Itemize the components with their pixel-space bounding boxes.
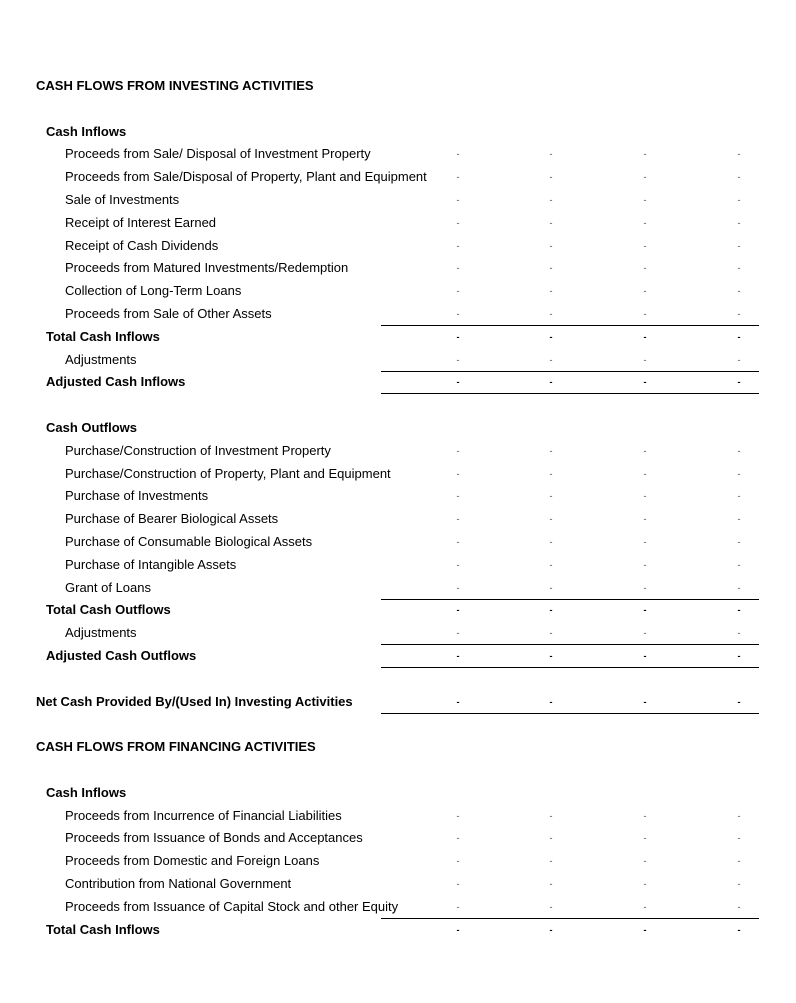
value-cell: - xyxy=(643,354,647,365)
total-row xyxy=(0,645,785,668)
value-cell: - xyxy=(643,331,647,342)
value-cell: - xyxy=(643,901,647,912)
value-cell: - xyxy=(643,240,647,251)
value-cell: - xyxy=(643,537,647,547)
row-label: Cash Outflows xyxy=(46,420,138,435)
line-item xyxy=(0,531,785,554)
row-label: CASH FLOWS FROM INVESTING ACTIVITIES xyxy=(36,78,314,93)
value-cell: - xyxy=(737,240,741,251)
line-item xyxy=(0,463,785,486)
value-cell: - xyxy=(549,217,553,228)
spacer-row xyxy=(0,759,785,782)
value-cell: - xyxy=(643,924,647,935)
value-cell: - xyxy=(737,559,741,570)
value-cell: - xyxy=(549,879,553,889)
value-cell: - xyxy=(549,240,553,251)
row-label: Proceeds from Incurrence of Financial Liabilities xyxy=(65,807,342,823)
value-cell: - xyxy=(643,286,647,297)
line-item xyxy=(0,189,785,212)
row-label: Purchase of Consumable Biological Assets xyxy=(65,534,313,549)
value-cell: - xyxy=(737,468,741,479)
value-cell: - xyxy=(737,491,741,502)
line-item xyxy=(0,212,785,235)
row-label: Receipt of Cash Dividends xyxy=(65,237,219,253)
line-item xyxy=(0,850,785,873)
row-label: Proceeds from Sale of Other Assets xyxy=(65,306,272,321)
value-cell: - xyxy=(737,195,741,205)
value-cell: - xyxy=(456,651,460,661)
value-cell: - xyxy=(737,833,741,844)
value-cell: - xyxy=(456,309,460,319)
value-cell: - xyxy=(737,149,741,160)
line-item xyxy=(0,166,785,189)
value-cell: - xyxy=(456,879,460,889)
value-cell: - xyxy=(456,537,460,547)
value-cell: - xyxy=(549,445,553,456)
value-cell: - xyxy=(456,901,460,912)
value-cell: - xyxy=(456,468,460,479)
value-cell: - xyxy=(549,856,553,867)
row-label: Total Cash Inflows xyxy=(46,328,160,344)
value-cell: - xyxy=(549,628,553,639)
value-cell: - xyxy=(549,559,553,570)
value-cell: - xyxy=(643,491,647,502)
value-cell: - xyxy=(643,696,647,707)
value-cell: - xyxy=(643,810,647,821)
total-row xyxy=(0,919,785,942)
value-cell: - xyxy=(643,514,647,525)
row-label: Adjusted Cash Outflows xyxy=(46,648,197,663)
line-item xyxy=(0,805,785,828)
value-cell: - xyxy=(549,605,553,616)
line-item xyxy=(0,622,785,645)
total-row xyxy=(0,599,785,622)
value-cell: - xyxy=(549,195,553,205)
row-label: Cash Inflows xyxy=(46,784,127,800)
value-cell: - xyxy=(549,582,553,593)
value-cell: - xyxy=(643,172,647,183)
value-cell: - xyxy=(643,856,647,867)
value-cell: - xyxy=(643,879,647,889)
value-cell: - xyxy=(549,833,553,844)
row-label: Grant of Loans xyxy=(65,579,151,595)
total-row xyxy=(0,371,785,394)
line-item xyxy=(0,280,785,303)
value-cell: - xyxy=(456,696,460,707)
value-cell: - xyxy=(737,924,741,935)
row-label: Proceeds from Issuance of Capital Stock and other Equity xyxy=(65,898,399,914)
value-cell: - xyxy=(549,924,553,935)
value-cell: - xyxy=(737,628,741,639)
value-cell: - xyxy=(643,309,647,319)
value-cell: - xyxy=(456,354,460,365)
line-item xyxy=(0,349,785,372)
value-cell: - xyxy=(549,309,553,319)
row-label: Net Cash Provided By/(Used In) Investing Activities xyxy=(36,693,353,709)
row-label: Purchase of Intangible Assets xyxy=(65,556,237,572)
value-cell: - xyxy=(643,445,647,456)
value-cell: - xyxy=(737,377,741,388)
value-cell: - xyxy=(549,263,553,274)
value-cell: - xyxy=(549,377,553,388)
row-label: Collection of Long-Term Loans xyxy=(65,283,242,299)
value-cell: - xyxy=(456,331,460,342)
line-item xyxy=(0,440,785,463)
row-label: Purchase of Investments xyxy=(65,488,209,504)
group-heading xyxy=(0,782,785,805)
line-item xyxy=(0,235,785,258)
value-cell: - xyxy=(456,628,460,639)
line-item xyxy=(0,143,785,166)
row-label: Adjustments xyxy=(65,625,137,641)
value-cell: - xyxy=(456,559,460,570)
value-cell: - xyxy=(737,582,741,593)
value-cell: - xyxy=(456,924,460,935)
value-cell: - xyxy=(549,149,553,160)
value-cell: - xyxy=(456,833,460,844)
value-cell: - xyxy=(456,582,460,593)
value-cell: - xyxy=(456,605,460,616)
value-cell: - xyxy=(549,286,553,297)
value-cell: - xyxy=(456,172,460,183)
spacer-row xyxy=(0,668,785,691)
value-cell: - xyxy=(737,810,741,821)
value-cell: - xyxy=(549,354,553,365)
value-cell: - xyxy=(643,628,647,639)
value-cell: - xyxy=(549,537,553,547)
value-cell: - xyxy=(737,901,741,912)
value-cell: - xyxy=(643,468,647,479)
value-cell: - xyxy=(643,217,647,228)
row-label: Receipt of Interest Earned xyxy=(65,214,217,230)
line-item xyxy=(0,257,785,280)
value-cell: - xyxy=(737,263,741,274)
line-item xyxy=(0,554,785,577)
value-cell: - xyxy=(456,514,460,525)
value-cell: - xyxy=(643,605,647,616)
row-label: Purchase/Construction of Property, Plant and Equipment xyxy=(65,465,391,481)
line-item xyxy=(0,896,785,919)
row-label: Total Cash Inflows xyxy=(46,921,160,937)
value-cell: - xyxy=(643,651,647,661)
line-item xyxy=(0,508,785,531)
group-heading xyxy=(0,121,785,144)
row-label: Adjusted Cash Inflows xyxy=(46,374,186,390)
value-cell: - xyxy=(456,195,460,205)
row-label: CASH FLOWS FROM FINANCING ACTIVITIES xyxy=(36,739,316,755)
row-label: Cash Inflows xyxy=(46,123,127,139)
value-cell: - xyxy=(643,195,647,205)
row-label: Purchase/Construction of Investment Property xyxy=(65,442,331,458)
value-cell: - xyxy=(737,856,741,867)
total-row xyxy=(0,326,785,349)
value-cell: - xyxy=(456,240,460,251)
row-label: Proceeds from Matured Investments/Redemption xyxy=(65,260,349,276)
line-item xyxy=(0,873,785,896)
value-cell: - xyxy=(456,810,460,821)
spacer-row xyxy=(0,98,785,121)
value-cell: - xyxy=(737,514,741,525)
value-cell: - xyxy=(737,354,741,365)
line-item xyxy=(0,485,785,508)
row-label: Proceeds from Domestic and Foreign Loans xyxy=(65,853,320,869)
line-item xyxy=(0,577,785,600)
row-label: Proceeds from Sale/Disposal of Property, Plant and Equipment xyxy=(65,169,427,185)
value-cell: - xyxy=(643,149,647,160)
net-cash-row xyxy=(0,691,785,714)
value-cell: - xyxy=(737,651,741,661)
value-cell: - xyxy=(737,696,741,707)
value-cell: - xyxy=(549,491,553,502)
value-cell: - xyxy=(549,172,553,183)
value-cell: - xyxy=(549,810,553,821)
value-cell: - xyxy=(456,263,460,274)
row-label: Total Cash Outflows xyxy=(46,602,171,618)
value-cell: - xyxy=(456,286,460,297)
value-cell: - xyxy=(737,286,741,297)
row-label: Sale of Investments xyxy=(65,192,180,207)
value-cell: - xyxy=(549,331,553,342)
value-cell: - xyxy=(456,149,460,160)
line-item xyxy=(0,827,785,850)
value-cell: - xyxy=(737,309,741,319)
group-heading xyxy=(0,417,785,440)
row-label: Contribution from National Government xyxy=(65,876,292,891)
value-cell: - xyxy=(549,468,553,479)
value-cell: - xyxy=(737,217,741,228)
value-cell: - xyxy=(456,856,460,867)
row-label: Proceeds from Issuance of Bonds and Acceptances xyxy=(65,830,363,846)
spacer-row xyxy=(0,394,785,417)
value-cell: - xyxy=(456,491,460,502)
value-cell: - xyxy=(737,605,741,616)
value-cell: - xyxy=(549,901,553,912)
value-cell: - xyxy=(549,514,553,525)
value-cell: - xyxy=(643,263,647,274)
value-cell: - xyxy=(643,833,647,844)
value-cell: - xyxy=(643,559,647,570)
section-heading xyxy=(0,75,785,98)
row-label: Adjustments xyxy=(65,351,137,367)
row-label: Proceeds from Sale/ Disposal of Investment Property xyxy=(65,146,371,162)
value-cell: - xyxy=(456,445,460,456)
section-heading xyxy=(0,736,785,759)
value-cell: - xyxy=(737,537,741,547)
value-cell: - xyxy=(456,377,460,388)
value-cell: - xyxy=(737,331,741,342)
value-cell: - xyxy=(737,445,741,456)
value-cell: - xyxy=(549,696,553,707)
spacer-row xyxy=(0,713,785,736)
line-item xyxy=(0,303,785,326)
value-cell: - xyxy=(643,377,647,388)
value-cell: - xyxy=(549,651,553,661)
value-cell: - xyxy=(643,582,647,593)
value-cell: - xyxy=(737,879,741,889)
value-cell: - xyxy=(737,172,741,183)
row-label: Purchase of Bearer Biological Assets xyxy=(65,511,279,527)
value-cell: - xyxy=(456,217,460,228)
